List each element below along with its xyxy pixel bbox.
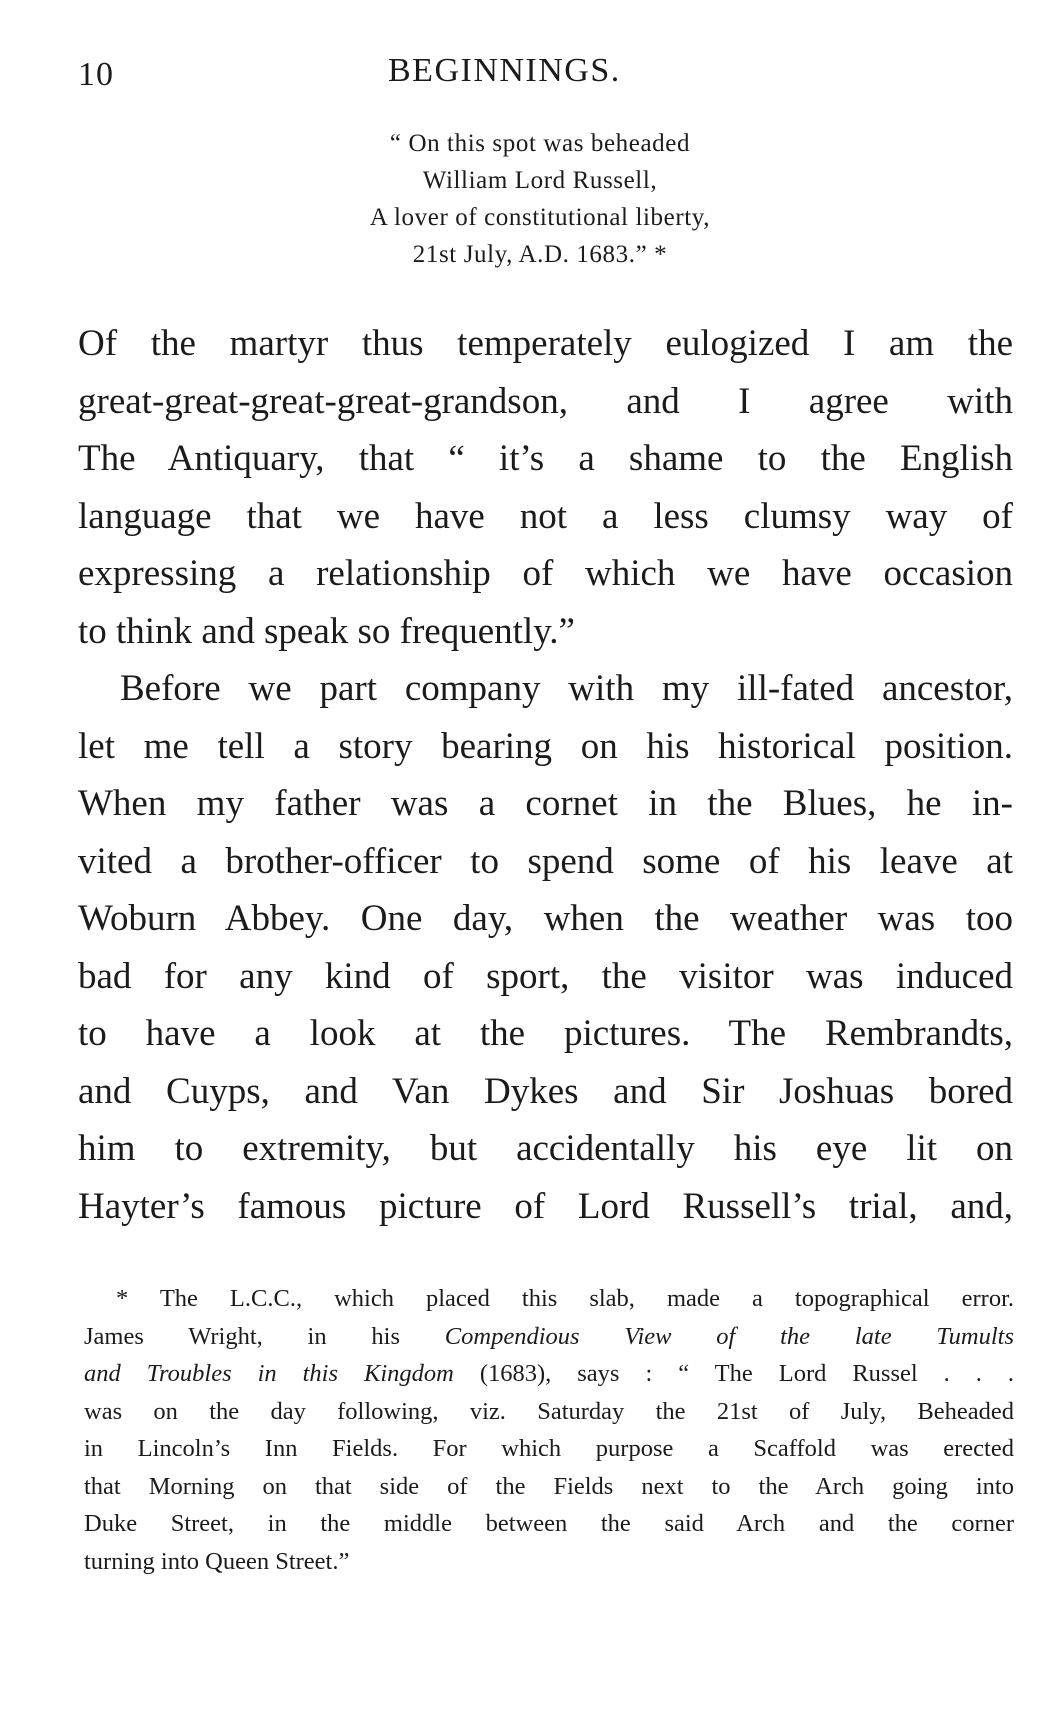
- footnote-line: turning into Queen Street.”: [84, 1547, 350, 1575]
- body-line: him to extremity, but accidentally his eye lit on: [78, 1128, 1013, 1169]
- footnote-line: in Lincoln’s Inn Fields. For which purpose a Scaffold was erected: [84, 1435, 1014, 1462]
- footnote-line: [84, 1355, 1014, 1393]
- body-line: Woburn Abbey. One day, when the weather was too: [78, 898, 1013, 939]
- body-line: and Cuyps, and Van Dykes and Sir Joshuas bored: [78, 1070, 1013, 1112]
- page-number: 10: [78, 56, 114, 93]
- footnote-text: (1683), says : “ The Lord Russel . . .: [453, 1360, 1014, 1387]
- body-line: Of the martyr thus temperately eulogized I am the: [78, 323, 1013, 364]
- inscription-line: 21st July, A.D. 1683.” *: [412, 241, 668, 268]
- inscription-line: A lover of constitutional liberty,: [369, 204, 711, 231]
- body-line: expressing a relationship of which we have occasion: [78, 553, 1013, 594]
- body-line: to think and speak so frequently.”: [78, 610, 575, 652]
- footnote-line: was on the day following, viz. Saturday the 21st of July, Beheaded: [84, 1397, 1014, 1425]
- page-header: [78, 52, 978, 102]
- inscription-line: “ On this spot was beheaded: [389, 130, 691, 157]
- inscription-quote: [240, 125, 840, 273]
- body-line: Hayter’s famous picture of Lord Russell’s trial, and,: [78, 1185, 1013, 1227]
- body-line: language that we have not a less clumsy way of: [78, 495, 1013, 537]
- body-line: let me tell a story bearing on his historical position.: [78, 725, 1013, 767]
- body-line: vited a brother-officer to spend some of his leave at: [78, 840, 1013, 882]
- footnote-book-title: and Troubles in this Kingdom: [84, 1360, 454, 1387]
- body-line: great-great-great-great-grandson, and I agree with: [78, 380, 1013, 422]
- footnote-line: * The L.C.C., which placed this slab, made a topographical error.: [116, 1285, 1014, 1312]
- footnote-line: that Morning on that side of the Fields next to the Arch going into: [84, 1472, 1014, 1500]
- body-line: The Antiquary, that “ it’s a shame to the English: [78, 438, 1013, 479]
- body-line: When my father was a cornet in the Blues, he in-: [78, 783, 1013, 824]
- body-line: Before we part company with my ill-fated ancestor,: [120, 668, 1013, 709]
- inscription-line: William Lord Russell,: [422, 167, 658, 194]
- body-line: to have a look at the pictures. The Rembrandts,: [78, 1013, 1013, 1054]
- footnote-book-title: Compendious View of the late Tumults: [444, 1322, 1014, 1350]
- body-text: [78, 315, 1013, 1235]
- running-head: BEGINNINGS.: [388, 52, 621, 89]
- footnote-line: Duke Street, in the middle between the said Arch and the corner: [84, 1510, 1014, 1537]
- footnote: [84, 1280, 1014, 1580]
- footnote-line: [84, 1318, 1014, 1356]
- footnote-text: James Wright, in his: [84, 1322, 445, 1350]
- body-line: bad for any kind of sport, the visitor was induced: [78, 955, 1013, 997]
